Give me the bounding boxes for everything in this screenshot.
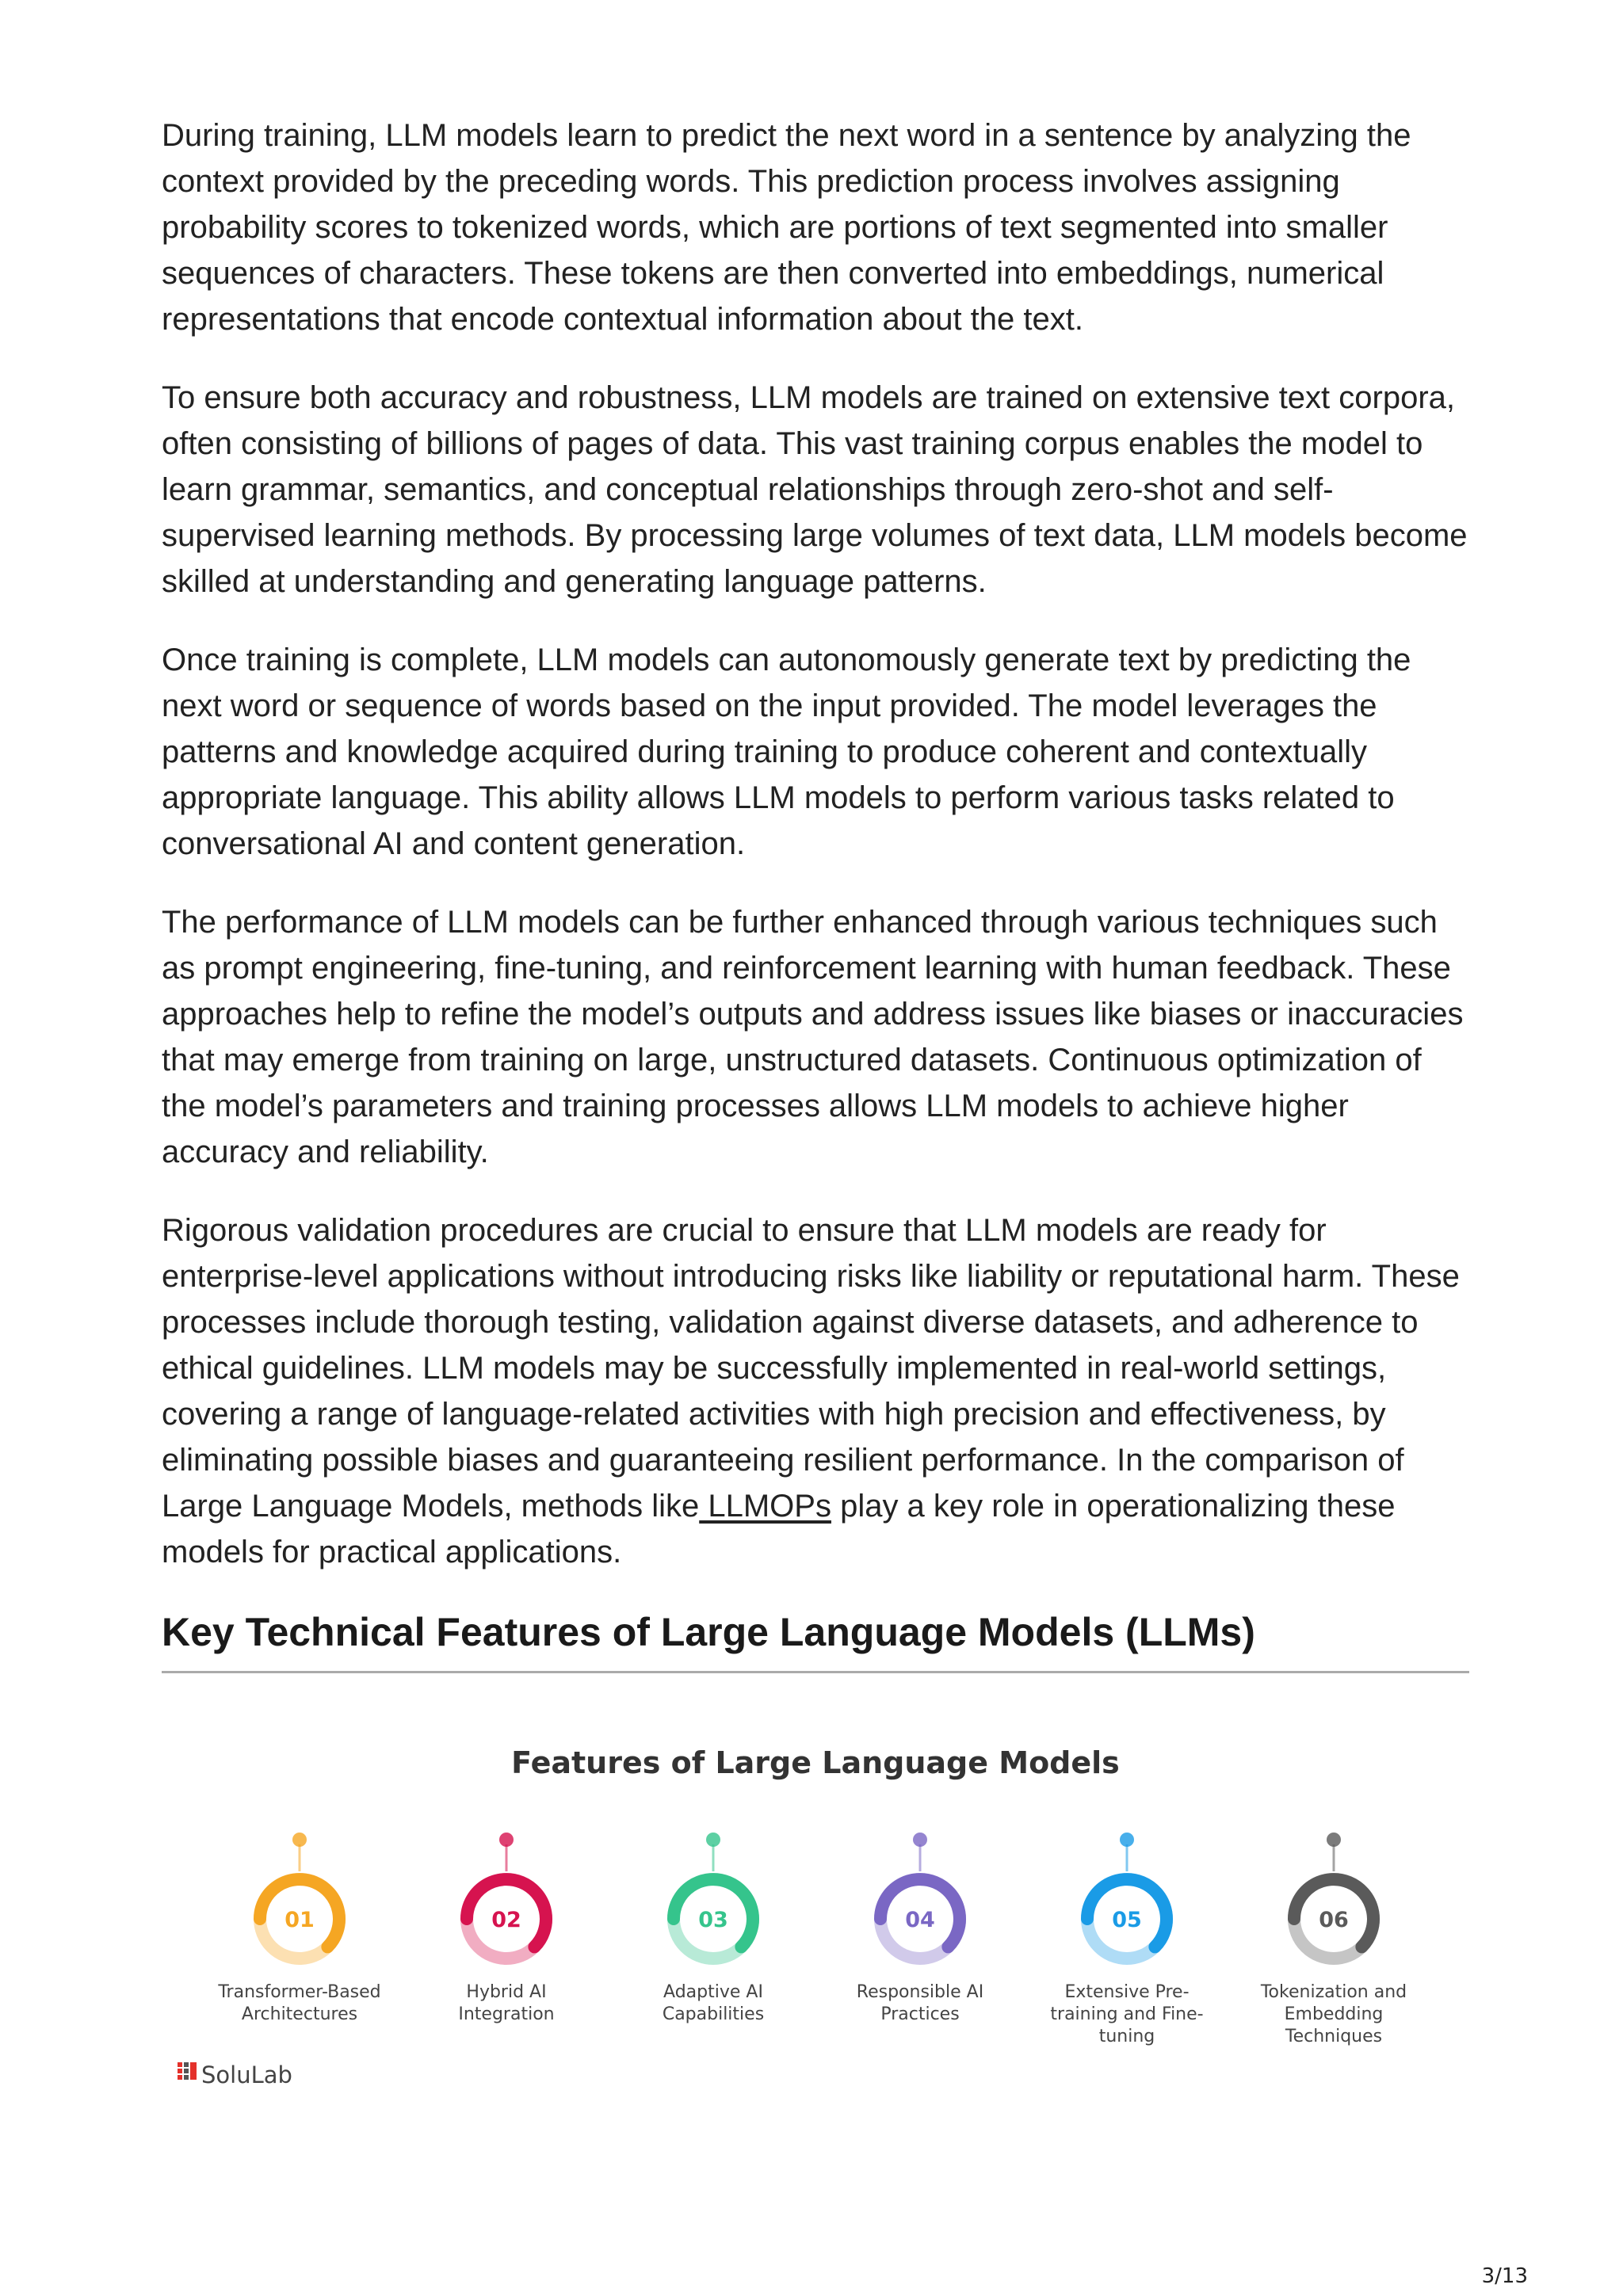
features-figure: [162, 1735, 1469, 2107]
logo-cell: [178, 2062, 182, 2067]
feature-dot: [1120, 1833, 1134, 1847]
feature-item: [1260, 1833, 1407, 2046]
page-number: 3/13: [1481, 2264, 1528, 2288]
feature-dot: [706, 1833, 720, 1847]
paragraph-corpora: To ensure both accuracy and robustness, LLM models are trained on extensive text corpora, often consisting of billions of pages of data. This vast training corpus enables the model to learn grammar, semantics, and conceptual relationships through zero-shot and self-supervised learning methods. By processing large volumes of text data, LLM models become skilled at understanding and generating language patterns.: [162, 380, 1468, 599]
paragraph-generation: Once training is complete, LLM models can autonomously generate text by predicting the next word or sequence of words based on the input provided. The model leverages the patterns and knowledge acquired during training to produce coherent and contextually appropriate language. This ability allows LLM models to perform various tasks related to conversational AI and content generation.: [162, 643, 1411, 861]
brand-name: SoluLab: [201, 2061, 292, 2088]
logo-bar: [190, 2062, 197, 2080]
feature-item: [458, 1833, 554, 2024]
logo-cell: [178, 2075, 182, 2080]
feature-dot: [499, 1833, 514, 1847]
feature-label: Extensive Pre-: [1064, 1982, 1190, 2002]
feature-label: Hybrid AI: [466, 1982, 547, 2002]
paragraph-training: During training, LLM models learn to predict the next word in a sentence by analyzing the context provided by the preceding words. This prediction process involves assigning probability scores to tokenized words, which are portions of text segmented into smaller sequences of characters. These tokens are then converted into embeddings, numerical representations that encode contextual information about the text.: [162, 118, 1411, 337]
feature-label: Responsible AI: [856, 1982, 984, 2002]
feature-number: 06: [1319, 1908, 1349, 1932]
section-heading: Key Technical Features of Large Language Models (LLMs): [162, 1608, 1469, 1673]
feature-item: [857, 1833, 983, 2024]
feature-dot: [1327, 1833, 1341, 1847]
feature-label: Tokenization and: [1260, 1982, 1407, 2002]
logo-cell: [178, 2069, 182, 2073]
feature-label: training and Fine-: [1050, 2004, 1204, 2024]
paragraph-validation: [162, 1207, 1469, 1575]
feature-number: 05: [1112, 1908, 1142, 1932]
feature-item: [1050, 1833, 1203, 2046]
feature-dot: [913, 1833, 927, 1847]
feature-number: 02: [491, 1908, 521, 1932]
article-body: [162, 113, 1469, 1673]
feature-label: Integration: [458, 2004, 555, 2024]
feature-label: Architectures: [241, 2004, 358, 2024]
figure-title: Features of Large Language Models: [511, 1745, 1120, 1780]
feature-dot: [292, 1833, 307, 1847]
feature-number: 01: [285, 1908, 315, 1932]
feature-label: Capabilities: [662, 2004, 765, 2024]
paragraph-validation-text-after: play a key role in operationalizing these models for practical applications.: [162, 1489, 1396, 1569]
feature-label: Techniques: [1285, 2027, 1383, 2046]
feature-label: Practices: [880, 2004, 960, 2024]
feature-label: tuning: [1098, 2027, 1155, 2046]
logo-cell: [184, 2062, 189, 2067]
features-infographic: [162, 1735, 1469, 2107]
paragraph-validation-text-before: Rigorous validation procedures are crucial to ensure that LLM models are ready for enterprise-level applications without introducing risks like liability or reputational harm. These processes include thorough testing, validation against diverse datasets, and adherence to ethical guidelines. LLM models may be successfully implemented in real-world settings, covering a range of language-related activities with high precision and effectiveness, by eliminating possible biases and guaranteeing resilient performance. In the comparison of Large Language Models, methods like: [162, 1213, 1460, 1524]
llmops-link[interactable]: LLMOPs: [699, 1489, 831, 1524]
feature-number: 03: [698, 1908, 728, 1932]
features-group: [217, 1833, 1407, 2046]
feature-item: [663, 1833, 764, 2024]
feature-item: [217, 1833, 380, 2024]
logo-cell: [184, 2069, 189, 2073]
feature-number: 04: [905, 1908, 935, 1932]
logo-cell: [184, 2075, 189, 2080]
solulab-logo: [178, 2061, 292, 2088]
paragraph-performance: The performance of LLM models can be further enhanced through various techniques such as prompt engineering, fine-tuning, and reinforcement learning with human feedback. These approaches help to refine the model’s outputs and address issues like biases or inaccuracies that may emerge from training on large, unstructured datasets. Continuous optimization of the model’s parameters and training processes allows LLM models to achieve higher accuracy and reliability.: [162, 905, 1464, 1169]
feature-label: Adaptive AI: [663, 1982, 763, 2002]
feature-label: Embedding: [1284, 2004, 1384, 2024]
feature-label: Transformer-Based: [218, 1982, 381, 2002]
solulab-logo-icon: [178, 2062, 197, 2080]
